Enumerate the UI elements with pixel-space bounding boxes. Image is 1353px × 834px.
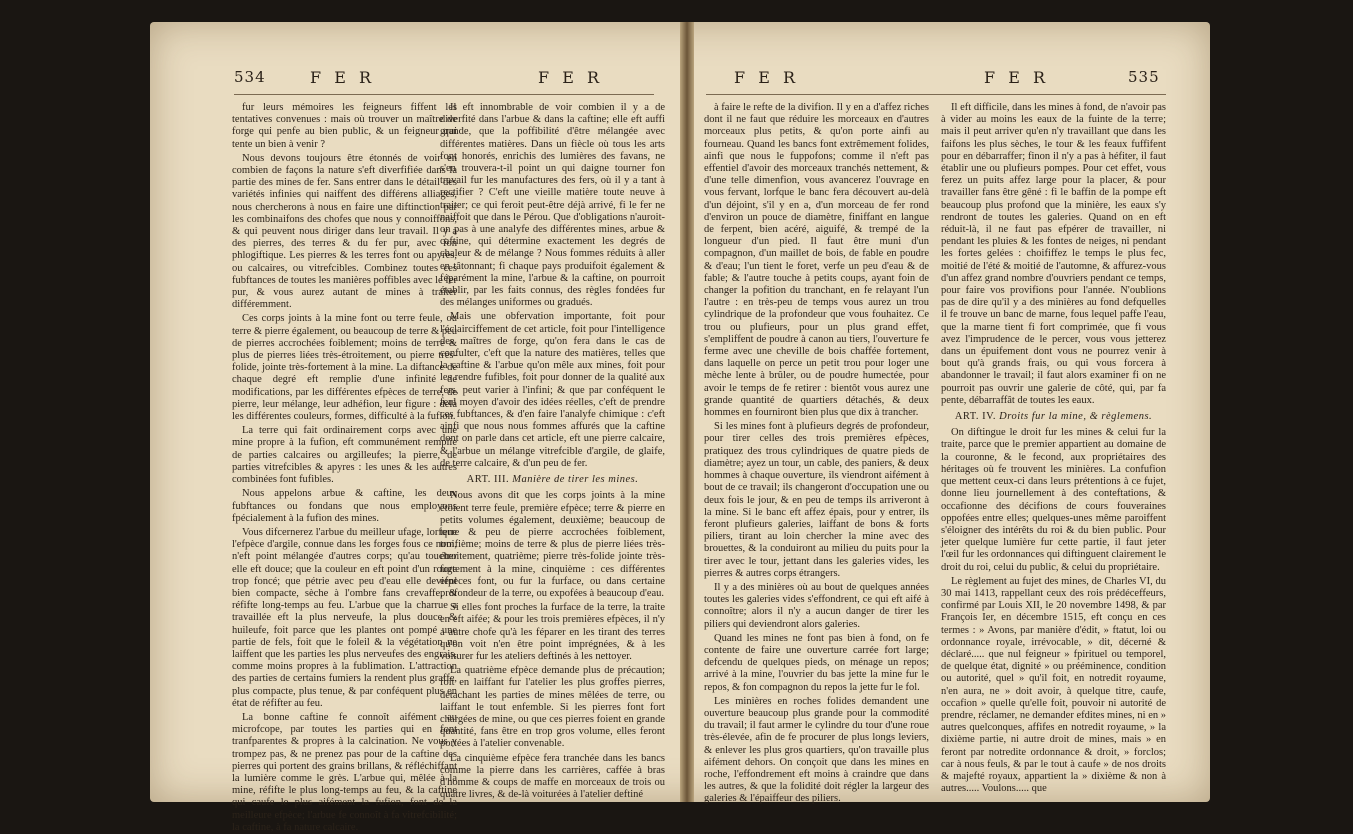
header-rule-left [234, 94, 654, 95]
article-4-heading [941, 411, 1166, 423]
paragraph: Il eft innombrable de voir combien il y a de diverfité dans l'arbue & dans la caftine; elle eft auffi grande, que la poffibilité d'être mélangée avec différentes matières. Dans un fiècle où tous les arts font honorés, enrichis des lumières des favans, ne s'en trouvera-t-il point un qui daigne tourner fon travail fur les manufactures des fers, où il y a tant à rectifier ? C'eft une vieille matière toute neuve à traiter; ce qui feroit peut-être déjà arrivé, fi le fer ne naiffoit que dans le Pérou. Que d'obligations n'auroit-on pas à une analyfe des différentes mines, arbue & caftine, qui détermine exactement les degrés de chaleur & de mélange ? Nous fommes réduits à aller en tâtonnant; fi chaque pays produifoit également & féparément la mine, l'arbue & la caftine, on pourroit établir, par les faits connus, des règles fondées fur des mélanges uniformes ou gradués. [440, 102, 665, 309]
paragraph: On diftingue le droit fur les mines & celui fur la traite, parce que le premier appartient au domaine de la couronne, & le fecond, aux propriétaires des héritages où fe trouvent les minières. La confufion que mettent ceux-ci dans leurs prétentions à ce fujet, donne lieu journellement à des conteftations, & occafionne des décifions de cours fouveraines oppofées entre elles; quelques-unes même paroiffent s'éloigner des intérêts du roi & du bien public. Pour jeter quelque lumière fur cette partie, il faut jeter l'œil fur les ordonnances qui diftinguent clairement le droit du roi, celui du public, & celui du propriétaire. [941, 427, 1166, 573]
paragraph: Quand les mines ne font pas bien à fond, on fe contente de faire une ouverture carrée fort large; defcendu de quelques pieds, on ménage un repos; arrivé à la mine, l'ouvrier du bas jette la mine fur le repos, & fon compagnon du repos la jette fur le fol. [704, 632, 929, 693]
left-page-column-2 [440, 102, 665, 801]
paragraph: Les minières en roches folides demandent une ouverture beaucoup plus grande pour la commodité du travail; il faut armer le cylindre du tour d'une roue très-élevée, afin de fe procurer de plus longs leviers, & enlever les plus gros quartiers, qu'on travaille plus aifément dehors. On conçoit que dans les mines en roche, l'effondrement eft moins à craindre que dans les autres, & que la folidité doit régler la largeur des galeries & l'épaiffeur des piliers. [704, 695, 929, 805]
paragraph: Nous appelons arbue & caftine, les deux fubftances ou fondans que nous employons fpécialement à la fufion des mines. [232, 488, 457, 524]
book-gutter [680, 22, 694, 802]
paragraph: La terre qui fait ordinairement corps avec une mine propre à la fufion, eft communément remplie de parties calcaires ou argilleufes; la pierre, de parties vitrefcibles & apyres : les unes & les autres combinées font fufibles. [232, 425, 457, 486]
header-rule-right [706, 94, 1166, 95]
paragraph: Il eft difficile, dans les mines à fond, de n'avoir pas à vider au moins les eaux de la fuinte de la terre; mais il peut arriver qu'en n'y travaillant que dans les faifons les plus sèches, le tour & les feaux fuffifent pour en débarraffer; finon il n'y a pas à héfiter, il faut établir une ou plufieurs pompes. Pour cet effet, vous ferez un puits affez large pour la placer, & pour travailler fans être gêné : fi le baffin de la pompe eft beaucoup plus profond que la minière, les eaux s'y rendront de toutes les galeries. Quand on en eft réduit-là, il ne faut pas efpérer de travailler, ni pendant les pluies & les fontes de neiges, ni pendant les fortes gelées : choififfez le temps le plus fec, moitié de l'été & moitié de l'automne, & affurez-vous d'un affez grand nombre d'ouvriers pendant ce temps, pour faire vos provifions pour l'année. N'oublions pas de dire qu'il y a des minières au fond defquelles il fe trouve un banc de marne, fous lequel paffe l'eau, que la marne tient fi fort comprimée, que fi vous avez l'imprudence de le percer, vous vous jetterez dans un épuifement dont vous ne pourrez venir à bout qu'à grands frais, ou qui vous forcera à abandonner le travail; il faut alors examiner fi on ne pourroit pas ouvrir une galerie de côté, qui, par fa pente, débarraffât de toutes les eaux. [941, 102, 1166, 406]
running-header-left-col1: F E R [310, 68, 375, 87]
left-page [150, 22, 680, 833]
page-number-left: 534 [234, 68, 266, 86]
running-header-left-col2: F E R [538, 68, 603, 87]
paragraph: à faire le refte de la divifion. Il y en a d'affez riches dont il ne faut que réduire les morceaux en d'autres morceaux plus petits, & qu'on porte ainfi au fourneau. Quand les bancs font extrêmement folides, ainfi que nous le fuppofons; comme il n'eft pas effentiel d'avoir des morceaux tranchés nettement, & d'une telle dimenfion, vous avancerez l'ouvrage en vous fervant, lorfque le banc fera découvert au-delà d'un déjoint, s'il y en a, d'un morceau de fer rond d'environ un pouce de diamètre, finiffant en langue de ferpent, bien acéré, aiguifé, & trempé de la longueur d'un pied. Il faut être muni d'un compagnon, d'un maillet de bois, de fable en poudre & d'eau; l'un tient le foret, verfe un peu d'eau & de fable; & l'autre touche à petits coups, ayant foin de changer la pofition du tranchant, en fe relayant l'un l'autre : en très-peu de temps vous aurez un trou cylindrique de la profondeur que vous fouhaitez. Ce trou ou plufieurs, pour un plus grand effet, s'empliffent de poudre à canon au tiers, l'ouverture fe ferme avec une cheville de bois chaffée fortement, dans laquelle on perce un petit trou pour loger une mèche lente à brûler, ou de poudre humectée, pour avoir le temps de fe retirer : bientôt vous aurez une grande quantité de quartiers détachés, & deux hommes en fourniront bien plus que dix à trancher. [704, 102, 929, 419]
paragraph: fur leurs mémoires les feigneurs fiffent les tentatives convenues : mais où trouver un maître de forge qui penfe au bien public, & un feigneur qui tente un bien à venir ? [232, 102, 457, 150]
right-page-column-2 [941, 102, 1166, 795]
paragraph: Nous devons toujours être étonnés de voir en combien de façons la nature s'eft diverfifiée dans la partie des mines de fer. Sans entrer dans le détail des variétés infinies qui naiffent des différens alliages, nous chercherons à nous en faire une diftinction par les combinaifons des chofes que nous y connoiffons, & qui peuvent nous diriger dans leur travail. Il y a des pierres, des terres & du fer pur, avec fon phlogiftique. Les pierres & les terres font ou apyres, ou calcaires, ou vitrefcibles. Combinez toutes ces fubftances de toutes les manières poffibles avec le fer pur, & vous aurez autant de mines à traiter différemment. [232, 152, 457, 311]
paragraph: Si elles font proches la furface de la terre, la traite en eft aifée; & pour les trois premières efpèces, il n'y a autre chofe qu'à les féparer en les tirant des terres qu'on voit n'en être point imprégnées, & à les voiturer fur les ateliers deftinés à les nettoyer. [440, 602, 665, 662]
article-3-title: ART. III. [466, 474, 510, 486]
right-page [694, 22, 1210, 805]
book-spread [150, 22, 1210, 833]
running-header-right-col1: F E R [734, 68, 799, 87]
paragraph: Ces corps joints à la mine font ou terre feule, ou terre & pierre également, ou beaucoup de terre & peu de pierres accrochées foiblement; moins de terre & plus de pierres liées très-étroitement, ou pierre très-folide, jointe très-fortement à la mine. La diftance de chaque degré eft remplie d'une infinité de modifications, par les différentes efpèces de terre, de pierre, leur mélange, leur adhéfion, leur figure : delà les différentes couleurs, formes, difficulté à la fufion. [232, 313, 457, 423]
paragraph: Si les mines font à plufieurs degrés de profondeur, pour tirer celles des trois premières efpèces, pratiquez des trous cylindriques de quatre pieds de diamètre; ayez un tour, un cable, des paniers, & deux hommes à chaque ouverture, ils viendront aifément à bout de ce travail; ils changeront d'occupation une ou deux fois le jour, & en peu de temps ils arriveront à la mine. Si le banc eft affez épais, pour y entrer, ils feront plufieurs galeries, laiffant de bons & forts piliers, tirant au loin chercher la mine avec des brouettes, & la conduiront au milieu du puits pour la tirer avec le tour, jettant dans les galeries vides, les pierres & autres corps étrangers. [704, 421, 929, 579]
paragraph: Mais une obfervation importante, foit pour l'éclairciffement de cet article, foit pour l'intelligence des maîtres de forge, qu'on fera dans le cas de confulter, c'eft que la nature des matières, telles que la caftine & l'arbue qu'on mêle aux mines, foit pour les rendre fufibles, foit pour donner de la qualité aux fers, peut varier à l'infini; & que par conféquent le feul moyen d'avoir des idées réelles, c'eft de prendre ces fubftances, & d'en faire l'analyfe chimique : c'eft ainfi que nous nous fommes affurés que la caftine dont on parle dans cet article, eft une pierre calcaire, & l'arbue un mélange vitrefcible d'argile, de glaife, de terre calcaire, & d'un peu de fer. [440, 311, 665, 469]
paragraph: Il y a des minières où au bout de quelques années toutes les galeries vides s'effondrent, ce qui eft aifé à connoître; alors il n'y a aucun danger de tirer les piliers qui deviendront alors galeries. [704, 581, 929, 630]
article-3-heading [440, 474, 665, 486]
article-4-title: ART. IV. [954, 411, 997, 423]
right-page-column-1 [704, 102, 929, 805]
paragraph: La cinquième efpèce fera tranchée dans les bancs comme la pierre dans les carrières, caffée à bras d'homme & coups de maffe en morceaux de trois ou quatre livres, & de-là voiturées à l'atelier deftiné [440, 752, 665, 801]
page-number-right: 535 [1128, 68, 1160, 86]
paragraph: Vous difcernerez l'arbue du meilleur ufage, lorfque l'efpèce d'argile, connue dans les forges fous ce nom, n'eft point mélangée d'autres corps; qu'au toucher elle eft douce; que la couleur en eft point d'un rouge trop foncé; que pétrie avec peu d'eau elle devient bien compacte, sèche à l'ombre fans crevaffe, & réfifte long-temps au feu. L'arbue que la charrue a travaillée eft la plus nerveufe, la plus douce & huileufe, foit parce que les plantes ont pompé une partie de fels, foit que le foleil & la végétation ne laiffent que les parties les plus nerveufes des engrais, comme moins propres à la fublimation. L'attraction des parties de certains fumiers la rendent plus graffe, plus compacte, plus tenue, & par conféquent plus en état de réfifter au feu. [232, 526, 457, 709]
article-4-subtitle: Droits fur la mine, & règlemens. [999, 411, 1153, 423]
paragraph: La quatrième efpèce demande plus de précaution; foit en laiffant fur l'atelier les plus groffes pierres, détachant les parties de mines mêlées de terre, ou laiffant le tout enfemble. Si les pierres font fort chargées de mine, ou que ces pierres foient en grande quantité, fans être en trop gros volume, elles feront portées à l'atelier convenable. [440, 665, 665, 750]
paragraph: La bonne caftine fe connoît aifément au microfcope, par toutes les parties qui en font tranfparentes & propres à la calcination. Ne vous y trompez pas, & ne prenez pas pour de la caftine des pierres qui portent des grains brillans, & réfléchiffant la lumière comme le grès. L'arbue qui, mêlée à la mine, réfifte le plus long-temps au feu, & la caftine qui caufe le plus aifément la fufion, font de la meilleure efpèce; l'arbue fe connoît à fa vitrefcibilité; la caftine, à fa nature calcaire. [232, 711, 457, 833]
left-page-column-1 [232, 102, 457, 833]
article-3-subtitle: Manière de tirer les mines. [512, 474, 639, 486]
paragraph: Nous avons dit que les corps joints à la mine étoient terre feule, première efpèce; terre & pierre en petits volumes également, deuxième; beaucoup de terre & peu de pierre accrochées foiblement, troifième; moins de terre & plus de pierre liées très-étroitement, quatrième; pierre très-folide jointe très-fortement à la mine, cinquième : ces différentes efpèces font, ou fur la furface, ou dans certaine profondeur de la terre, ou expofées à beaucoup d'eau. [440, 490, 665, 599]
paragraph: Le règlement au fujet des mines, de Charles VI, du 30 mai 1413, rappellant ceux des rois prédéceffeurs, confirmé par Louis XII, le 20 novembre 1498, & par François Ier, en décembre 1515, eft conçu en ces termes : » Avons, par manière d'édit, » ftatut, loi ou ordonnance royale, irrévocable, » dit, décerné & déclaré..... que nul feigneur » fpirituel ou temporel, de quelque état, dignité » ou prééminence, condition ou autorité, quel » qu'il foit, en notredit royaume, n'en aura, ne » doit avoir, à quelque titre, caufe, occafion » quelle qu'elle foit, pouvoir ni autorité de prendre, réclamer, ne demander efdites mines, ni en » autres quelconques, affifes en notredit royaume, » la dixième partie, ni autre droit de mines, mais » en feront par notredite ordonnance & droit, » forclos; car à nous feuls, & par le tout à caufe » de nos droits & majefté royaux, appartient la » dixième & non à autres..... Voulons..... que [941, 575, 1166, 795]
running-header-right-col2: F E R [984, 68, 1049, 87]
